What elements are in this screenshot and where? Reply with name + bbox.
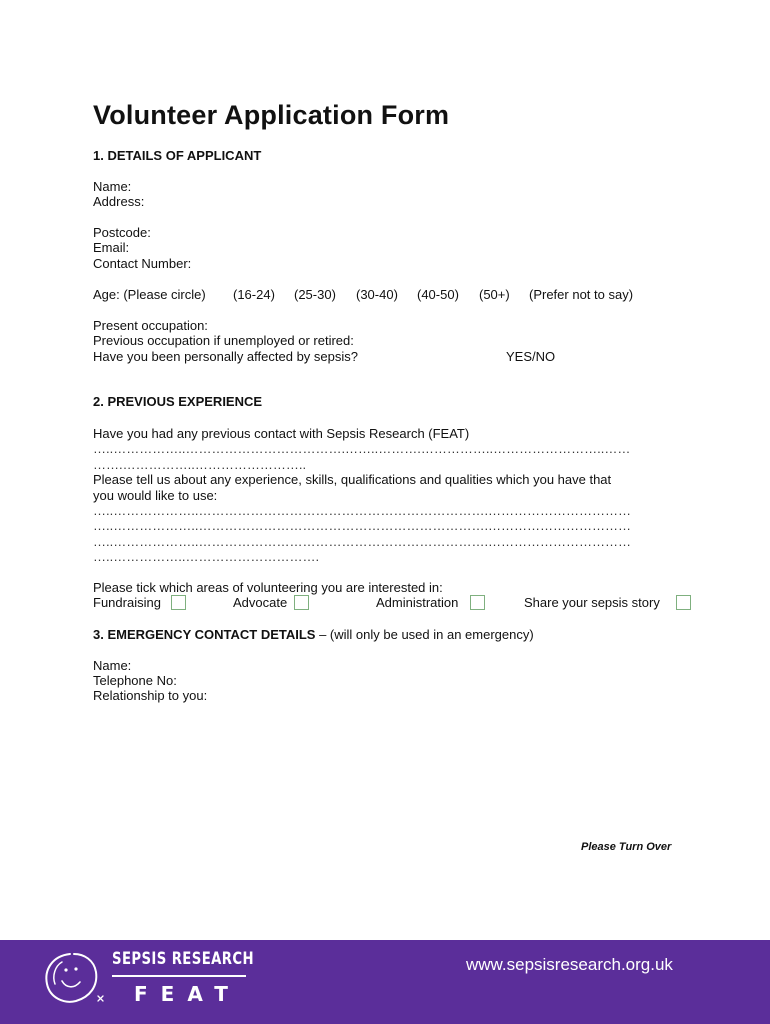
- age-option-25-30[interactable]: (25-30): [294, 287, 336, 302]
- age-option-30-40[interactable]: (30-40): [356, 287, 398, 302]
- emergency-name-label: Name:: [93, 658, 132, 673]
- option-administration-label: Administration: [376, 595, 459, 610]
- age-option-prefer-not[interactable]: (Prefer not to say): [529, 287, 634, 302]
- section-3-heading: [93, 627, 534, 643]
- present-occupation-label: Present occupation:: [93, 318, 208, 333]
- section-1-heading: 1. DETAILS OF APPLICANT: [93, 148, 262, 163]
- brand-name-bottom: FEAT: [134, 982, 241, 1006]
- answer-line[interactable]: …….……………..……………………..: [93, 457, 307, 472]
- sepsis-question: Have you been personally affected by sepsis?: [93, 349, 358, 364]
- age-option-50-plus[interactable]: (50+): [479, 287, 510, 302]
- answer-line[interactable]: …..………………..………………………………………………………….……………………………: [93, 534, 632, 549]
- brand-name-top: SEPSIS RESEARCH: [112, 949, 255, 969]
- experience-prompt-line1: Please tell us about any experience, skills, qualifications and qualities which you have that: [93, 472, 612, 487]
- name-label: Name:: [93, 179, 132, 194]
- answer-line[interactable]: …..………………..………………………………………………………….……………………………: [93, 518, 632, 533]
- option-fundraising-label: Fundraising: [93, 595, 161, 610]
- section-3-heading-title: 3. EMERGENCY CONTACT DETAILS: [93, 627, 316, 642]
- age-option-40-50[interactable]: (40-50): [417, 287, 459, 302]
- postcode-label: Postcode:: [93, 225, 151, 240]
- experience-prompt-line2: you would like to use:: [93, 488, 218, 503]
- answer-line[interactable]: …..……………..……………………………….……..……….……………..……………………..……: [93, 441, 631, 456]
- fundraising-checkbox[interactable]: [171, 595, 186, 610]
- emergency-relationship-label: Relationship to you:: [93, 688, 208, 703]
- section-2-heading: 2. PREVIOUS EXPERIENCE: [93, 394, 263, 409]
- volunteering-tick-prompt: Please tick which areas of volunteering you are interested in:: [93, 580, 443, 595]
- emergency-telephone-label: Telephone No:: [93, 673, 177, 688]
- answer-line[interactable]: …..………………..………………………………………………………….……………………………: [93, 503, 632, 518]
- address-label: Address:: [93, 194, 145, 209]
- brand-divider: [112, 975, 246, 977]
- option-advocate-label: Advocate: [233, 595, 288, 610]
- answer-line[interactable]: …..……………..………………………….: [93, 549, 320, 564]
- footer-website-link[interactable]: www.sepsisresearch.org.uk: [466, 955, 673, 974]
- option-share-story-label: Share your sepsis story: [524, 595, 660, 610]
- age-label: Age: (Please circle): [93, 287, 206, 302]
- page-title: Volunteer Application Form: [93, 100, 450, 130]
- email-label: Email:: [93, 240, 130, 255]
- share-story-checkbox[interactable]: [676, 595, 691, 610]
- previous-occupation-label: Previous occupation if unemployed or retired:: [93, 333, 354, 348]
- yes-no-option[interactable]: YES/NO: [506, 349, 556, 364]
- contact-number-label: Contact Number:: [93, 256, 192, 271]
- advocate-checkbox[interactable]: [294, 595, 309, 610]
- age-option-16-24[interactable]: (16-24): [233, 287, 275, 302]
- please-turn-over: Please Turn Over: [581, 841, 672, 853]
- smiley-logo-icon: [40, 948, 108, 1010]
- administration-checkbox[interactable]: [470, 595, 485, 610]
- section-3-heading-note: – (will only be used in an emergency): [315, 627, 534, 642]
- previous-contact-question: Have you had any previous contact with Sepsis Research (FEAT): [93, 426, 470, 441]
